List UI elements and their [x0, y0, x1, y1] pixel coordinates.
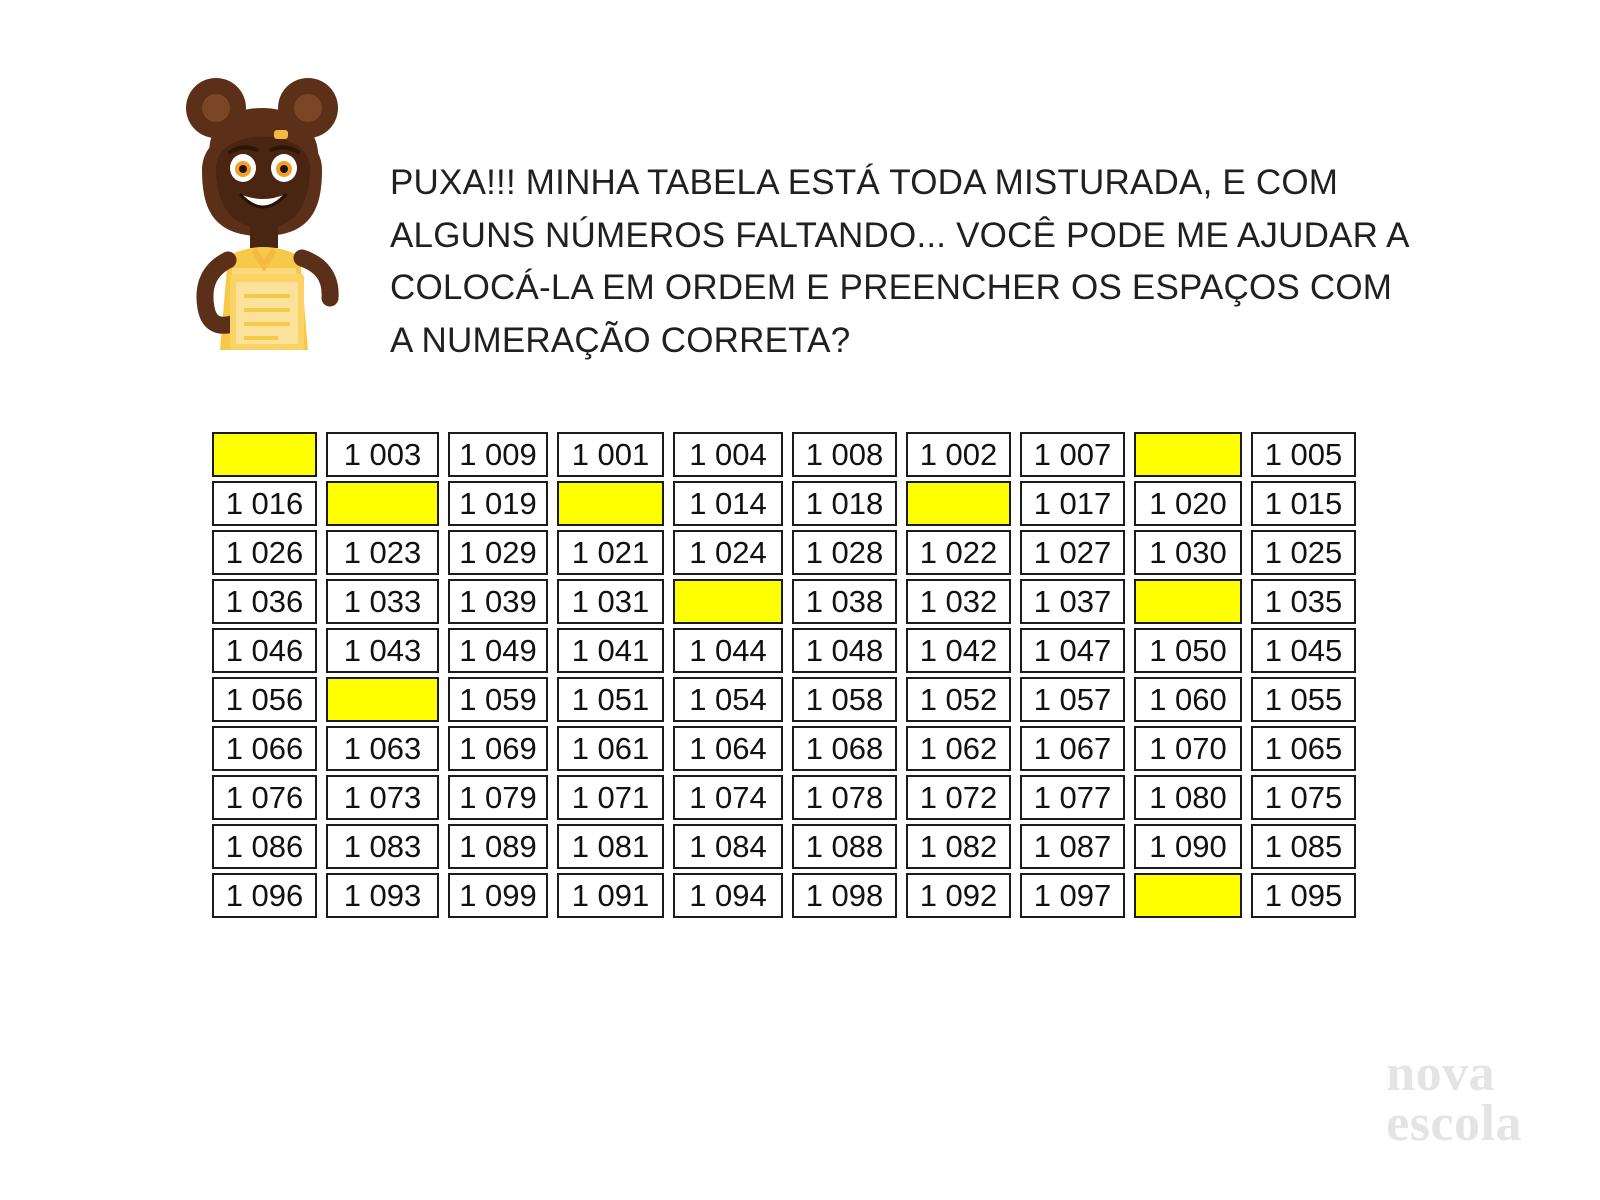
table-cell[interactable]: 1 021: [557, 530, 664, 575]
table-cell-blank[interactable]: [326, 677, 439, 722]
table-cell[interactable]: 1 019: [448, 481, 548, 526]
table-cell[interactable]: 1 048: [792, 628, 897, 673]
table-cell[interactable]: 1 005: [1251, 432, 1356, 477]
table-cell[interactable]: 1 059: [448, 677, 548, 722]
table-cell-blank[interactable]: [557, 481, 664, 526]
table-cell[interactable]: 1 065: [1251, 726, 1356, 771]
table-column: [557, 432, 664, 918]
table-cell[interactable]: 1 073: [326, 775, 439, 820]
table-cell[interactable]: 1 074: [673, 775, 783, 820]
table-cell-blank[interactable]: [1134, 432, 1242, 477]
table-cell[interactable]: 1 009: [448, 432, 548, 477]
table-cell[interactable]: 1 020: [1134, 481, 1242, 526]
table-cell[interactable]: 1 094: [673, 873, 783, 918]
table-cell[interactable]: 1 090: [1134, 824, 1242, 869]
table-column: [448, 432, 548, 918]
table-cell[interactable]: 1 022: [906, 530, 1011, 575]
table-cell[interactable]: 1 077: [1020, 775, 1125, 820]
table-column: [212, 432, 317, 918]
header: [170, 60, 1470, 402]
table-cell[interactable]: 1 035: [1251, 579, 1356, 624]
table-cell[interactable]: 1 045: [1251, 628, 1356, 673]
table-cell[interactable]: 1 030: [1134, 530, 1242, 575]
table-cell-blank[interactable]: [1134, 579, 1242, 624]
table-cell[interactable]: 1 056: [212, 677, 317, 722]
table-cell[interactable]: 1 062: [906, 726, 1011, 771]
table-cell[interactable]: 1 082: [906, 824, 1011, 869]
table-cell[interactable]: 1 026: [212, 530, 317, 575]
table-cell[interactable]: 1 099: [448, 873, 548, 918]
table-cell-blank[interactable]: [326, 481, 439, 526]
logo-line-1: nova: [1386, 1045, 1496, 1103]
table-column: [792, 432, 897, 918]
table-cell[interactable]: 1 075: [1251, 775, 1356, 820]
table-cell[interactable]: 1 038: [792, 579, 897, 624]
table-cell[interactable]: 1 058: [792, 677, 897, 722]
table-cell[interactable]: 1 091: [557, 873, 664, 918]
table-cell[interactable]: 1 052: [906, 677, 1011, 722]
table-cell[interactable]: 1 064: [673, 726, 783, 771]
table-cell[interactable]: 1 033: [326, 579, 439, 624]
table-cell[interactable]: 1 071: [557, 775, 664, 820]
table-cell[interactable]: 1 066: [212, 726, 317, 771]
table-column: [673, 432, 783, 918]
table-cell[interactable]: 1 097: [1020, 873, 1125, 918]
table-column: [906, 432, 1011, 918]
table-cell[interactable]: 1 032: [906, 579, 1011, 624]
table-cell[interactable]: 1 086: [212, 824, 317, 869]
table-cell[interactable]: 1 060: [1134, 677, 1242, 722]
table-cell[interactable]: 1 096: [212, 873, 317, 918]
nova-escola-logo: [1386, 1045, 1522, 1152]
table-cell[interactable]: 1 024: [673, 530, 783, 575]
table-cell[interactable]: 1 029: [448, 530, 548, 575]
table-column: [1020, 432, 1125, 918]
table-cell[interactable]: 1 008: [792, 432, 897, 477]
table-cell[interactable]: 1 041: [557, 628, 664, 673]
page-title: PUXA!!! MINHA TABELA ESTÁ TODA MISTURADA, E COM ALGUNS NÚMEROS FALTANDO... VOCÊ PODE ME AJUDAR A COLOCÁ-LA EM ORDEM E PREENCHER OS ESPAÇOS COM A NUMERAÇÃO CORRETA?: [390, 163, 1408, 360]
table-cell[interactable]: 1 043: [326, 628, 439, 673]
table-cell[interactable]: 1 084: [673, 824, 783, 869]
table-cell[interactable]: 1 001: [557, 432, 664, 477]
table-cell[interactable]: 1 044: [673, 628, 783, 673]
table-cell[interactable]: 1 002: [906, 432, 1011, 477]
table-cell[interactable]: 1 007: [1020, 432, 1125, 477]
table-cell[interactable]: 1 083: [326, 824, 439, 869]
table-cell[interactable]: 1 016: [212, 481, 317, 526]
table-cell[interactable]: 1 042: [906, 628, 1011, 673]
table-cell[interactable]: 1 057: [1020, 677, 1125, 722]
table-cell-blank[interactable]: [673, 579, 783, 624]
table-cell[interactable]: 1 063: [326, 726, 439, 771]
table-cell[interactable]: 1 072: [906, 775, 1011, 820]
mascot-svg: [170, 60, 370, 350]
table-cell[interactable]: 1 027: [1020, 530, 1125, 575]
table-cell[interactable]: 1 093: [326, 873, 439, 918]
table-cell[interactable]: 1 067: [1020, 726, 1125, 771]
table-cell[interactable]: 1 039: [448, 579, 548, 624]
table-cell[interactable]: 1 018: [792, 481, 897, 526]
table-cell-blank[interactable]: [212, 432, 317, 477]
table-cell[interactable]: 1 076: [212, 775, 317, 820]
table-cell[interactable]: 1 003: [326, 432, 439, 477]
table-cell[interactable]: 1 069: [448, 726, 548, 771]
table-column: [326, 432, 439, 918]
table-cell[interactable]: 1 055: [1251, 677, 1356, 722]
table-cell[interactable]: 1 070: [1134, 726, 1242, 771]
table-cell[interactable]: 1 087: [1020, 824, 1125, 869]
table-cell[interactable]: 1 028: [792, 530, 897, 575]
table-cell[interactable]: 1 025: [1251, 530, 1356, 575]
table-cell[interactable]: 1 061: [557, 726, 664, 771]
table-cell[interactable]: 1 023: [326, 530, 439, 575]
table-cell[interactable]: 1 078: [792, 775, 897, 820]
table-cell[interactable]: 1 085: [1251, 824, 1356, 869]
number-table: [212, 432, 1356, 918]
table-cell[interactable]: 1 014: [673, 481, 783, 526]
table-cell[interactable]: 1 068: [792, 726, 897, 771]
table-cell[interactable]: 1 015: [1251, 481, 1356, 526]
table-cell[interactable]: 1 095: [1251, 873, 1356, 918]
table-cell[interactable]: 1 098: [792, 873, 897, 918]
table-cell[interactable]: 1 004: [673, 432, 783, 477]
table-cell[interactable]: 1 081: [557, 824, 664, 869]
table-cell[interactable]: 1 079: [448, 775, 548, 820]
table-cell[interactable]: 1 031: [557, 579, 664, 624]
table-cell[interactable]: 1 046: [212, 628, 317, 673]
table-cell[interactable]: 1 054: [673, 677, 783, 722]
table-cell[interactable]: 1 049: [448, 628, 548, 673]
table-cell[interactable]: 1 092: [906, 873, 1011, 918]
table-cell[interactable]: 1 047: [1020, 628, 1125, 673]
table-column: [1251, 432, 1356, 918]
table-cell-blank[interactable]: [906, 481, 1011, 526]
table-cell-blank[interactable]: [1134, 873, 1242, 918]
table-cell[interactable]: 1 051: [557, 677, 664, 722]
table-cell[interactable]: 1 089: [448, 824, 548, 869]
logo-line-2: escola: [1386, 1094, 1522, 1152]
girl-with-book-illustration: [170, 60, 370, 350]
table-cell[interactable]: 1 037: [1020, 579, 1125, 624]
table-cell[interactable]: 1 017: [1020, 481, 1125, 526]
table-column: [1134, 432, 1242, 918]
table-cell[interactable]: 1 080: [1134, 775, 1242, 820]
table-cell[interactable]: 1 050: [1134, 628, 1242, 673]
table-cell[interactable]: 1 088: [792, 824, 897, 869]
table-cell[interactable]: 1 036: [212, 579, 317, 624]
